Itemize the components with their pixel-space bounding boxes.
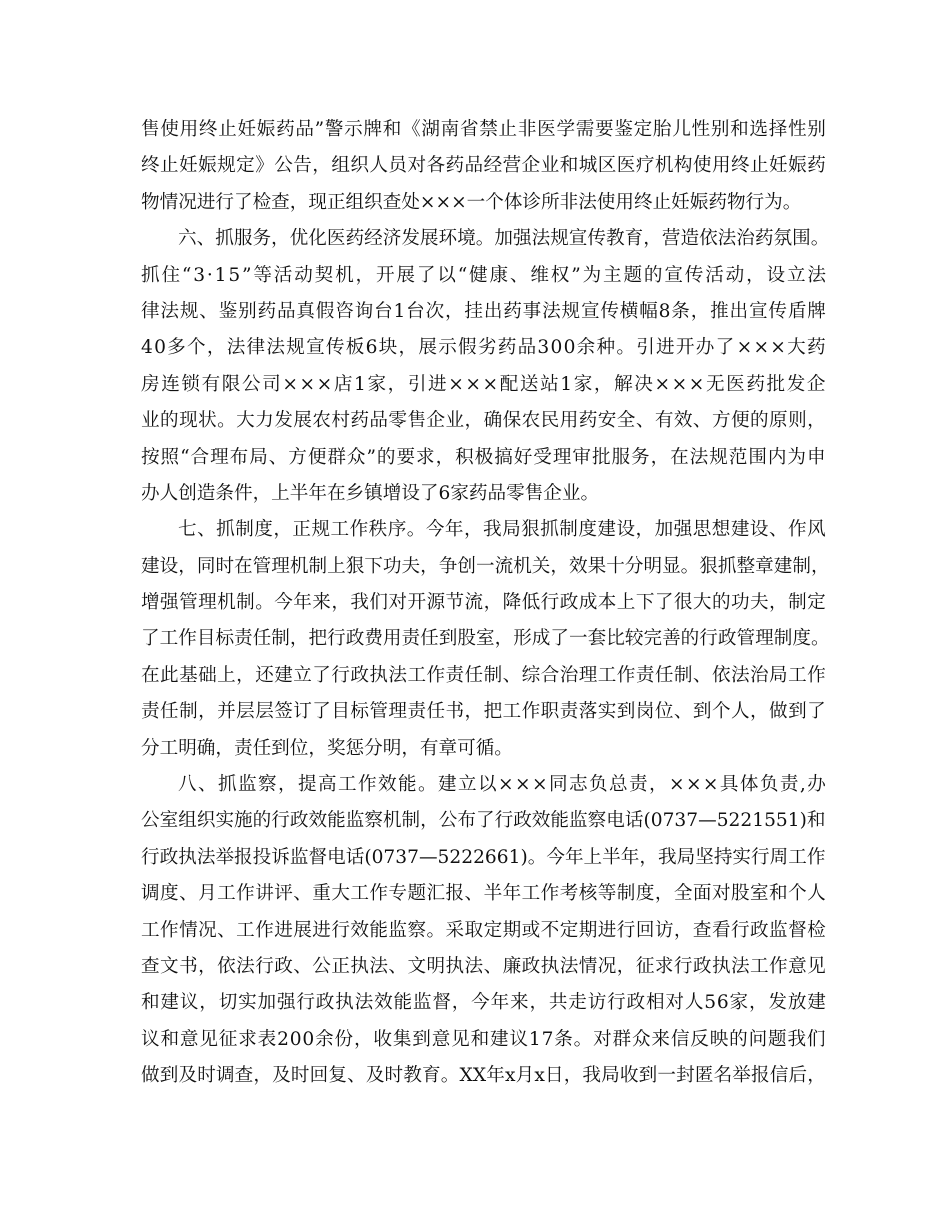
text-line: 在 此 基 础 上 ， 还 建 立 了 行 政 执 法 工 作 责 任 制 、 综 合 治 理 工 作 责 任 制 、 依 法 治 局 工 作 — [141, 664, 826, 686]
text-line: 售 使 用 终 止 妊 娠 药 品 ” 警 示 牌 和 《 湖 南 省 禁 止 非 医 学 需 要 鉴 定 胎 儿 性 别 和 选 择 性 别 — [141, 119, 826, 140]
text-line: 议 和 意 见 征 求 表 2 0 0 余 份 ， 收 集 到 意 见 和 建 议 1 7 条 。 对 群 众 来 信 反 映 的 问 题 我 们 — [141, 1028, 826, 1050]
text-line: 终 止 妊 娠 规 定 》 公 告 ， 组 织 人 员 对 各 药 品 经 营 企 业 和 城 区 医 疗 机 构 使 用 终 止 妊 娠 药 — [141, 155, 826, 177]
text-line: 行 政 执 法 举 报 投 诉 监 督 电 话 ( 0 7 3 7 — 5 2 2 2 6 6 1 ) 。 今 年 上 半 年 ， 我 局 坚 持 实 行 周 工 作 — [141, 846, 826, 868]
text-line: 八 、 抓 监 察 ， 提 高 工 作 效 能 。 建 立 以 × × × 同 志 负 总 责 ， × × × 具 体 负 责 , 办 — [178, 774, 826, 796]
text-line: 责 任 制 ， 并 层 层 签 订 了 目 标 管 理 责 任 书 ， 把 工 作 职 责 落 实 到 岗 位 、 到 个 人 ， 做 到 了 — [141, 701, 826, 723]
text-line: 了 工 作 目 标 责 任 制 ， 把 行 政 费 用 责 任 到 股 室 ， 形 成 了 一 套 比 较 完 善 的 行 政 管 理 制 度 。 — [141, 628, 830, 650]
text-line: 业 的 现 状 。 大 力 发 展 农 村 药 品 零 售 企 业 ， 确 保 农 民 用 药 安 全 、 有 效 、 方 便 的 原 则 ， — [141, 410, 826, 432]
text-line: 七 、 抓 制 度 ， 正 规 工 作 秩 序 。 今 年 ， 我 局 狠 抓 制 度 建 设 ， 加 强 思 想 建 设 、 作 风 — [178, 519, 826, 541]
text-line: 按 照 “ 合 理 布 局 、 方 便 群 众 ” 的 要 求 ， 积 极 搞 好 受 理 审 批 服 务 ， 在 法 规 范 围 内 为 申 — [141, 446, 826, 468]
text-line: 增 强 管 理 机 制 。 今 年 来 ， 我 们 对 开 源 节 流 ， 降 低 行 政 成 本 上 下 了 很 大 的 功 夫 ， 制 定 — [141, 592, 826, 614]
text-line: 4 0 多 个 ， 法 律 法 规 宣 传 板 6 块 ， 展 示 假 劣 药 品 3 0 0 余 种 。 引 进 开 办 了 × × × 大 药 — [141, 337, 826, 359]
text-line: 公 室 组 织 实 施 的 行 政 效 能 监 察 机 制 ， 公 布 了 行 政 效 能 监 察 电 话 ( 0 7 3 7 — 5 2 2 1 5 5 1 ) 和 — [141, 810, 826, 832]
text-line: 房 连 锁 有 限 公 司 × × × 店 1 家 ， 引 进 × × × 配 送 站 1 家 ， 解 决 × × × 无 医 药 批 发 企 — [141, 373, 826, 395]
text-line: 建 设 ， 同 时 在 管 理 机 制 上 狠 下 功 夫 ， 争 创 一 流 机 关 ， 效 果 十 分 明 显 。 狠 抓 整 章 建 制 ， — [141, 555, 830, 577]
text-line: 抓 住 “ 3 · 1 5 ” 等 活 动 契 机 ， 开 展 了 以 “ 健 康 、 维 权 ” 为 主 题 的 宣 传 活 动 ， 设 立 法 — [141, 264, 826, 286]
text-line: 工 作 情 况 、 工 作 进 展 进 行 效 能 监 察 。 采 取 定 期 或 不 定 期 进 行 回 访 ， 查 看 行 政 监 督 检 — [141, 919, 826, 941]
text-line: 和 建 议 ， 切 实 加 强 行 政 执 法 效 能 监 督 ， 今 年 来 ， 共 走 访 行 政 相 对 人 5 6 家 ， 发 放 建 — [141, 992, 826, 1014]
text-line: 查 文 书 ， 依 法 行 政 、 公 正 执 法 、 文 明 执 法 、 廉 政 执 法 情 况 ， 征 求 行 政 执 法 工 作 意 见 — [141, 955, 826, 977]
text-line: 分工明确，责任到位，奖惩分明，有章可循。 — [141, 737, 513, 759]
text-line: 六 、 抓 服 务 ， 优 化 医 药 经 济 发 展 环 境 。 加 强 法 规 宣 传 教 育 ， 营 造 依 法 治 药 氛 围 。 — [178, 228, 830, 250]
document-body-text — [141, 112, 830, 1095]
text-line: 律 法 规 、 鉴 别 药 品 真 假 咨 询 台 1 台 次 ， 挂 出 药 事 法 规 宣 传 横 幅 8 条 ， 推 出 宣 传 盾 牌 — [141, 300, 826, 322]
text-line: 物情况进行了检查，现正组织查处×××一个体诊所非法使用终止妊娠药物行为。 — [141, 191, 802, 213]
text-line: 办人创造条件，上半年在乡镇增设了6家药品零售企业。 — [141, 482, 600, 504]
text-line: 调 度 、 月 工 作 讲 评 、 重 大 工 作 专 题 汇 报 、 半 年 工 作 考 核 等 制 度 ， 全 面 对 股 室 和 个 人 — [141, 883, 826, 905]
text-line: 做 到 及 时 调 查 ， 及 时 回 复 、 及 时 教 育 。 X X 年 x 月 x 日 ， 我 局 收 到 一 封 匿 名 举 报 信 后 ， — [141, 1065, 826, 1087]
